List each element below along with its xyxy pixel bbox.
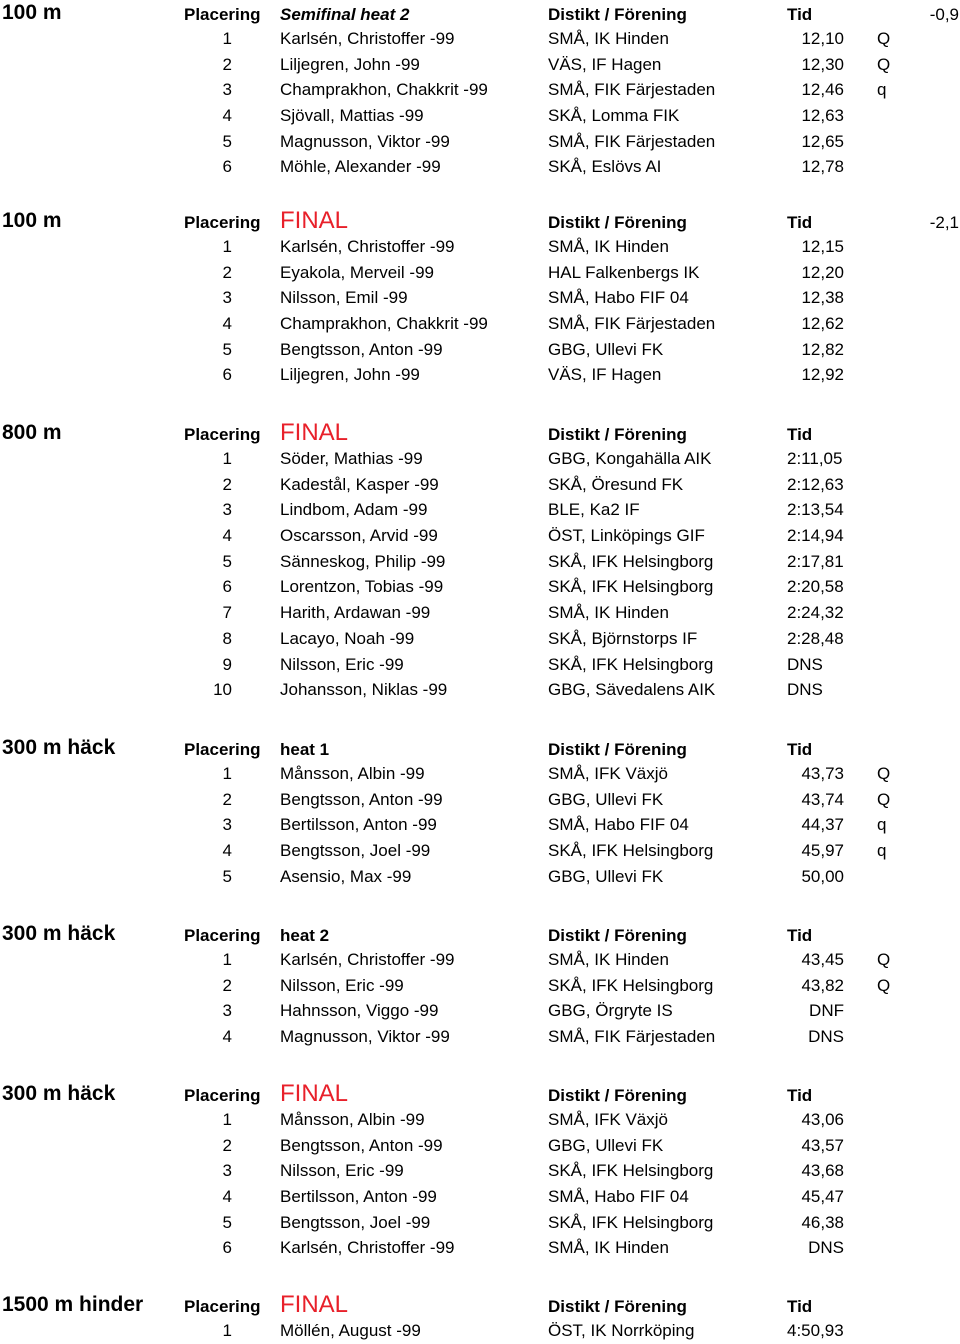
placement-number: 9 bbox=[222, 654, 232, 674]
placement-number: 2 bbox=[222, 262, 232, 282]
athlete-name: Liljegren, John -99 bbox=[280, 365, 420, 385]
wind-value: -0,9 bbox=[929, 5, 959, 24]
result-time: DNF bbox=[809, 1001, 844, 1021]
club-name: SMÅ, IK Hinden bbox=[548, 237, 669, 256]
result-row bbox=[0, 311, 960, 337]
placement-number: 1 bbox=[222, 764, 232, 783]
club-name: ÖST, IK Norrköping bbox=[548, 1321, 695, 1340]
result-time: 43,57 bbox=[801, 1135, 844, 1155]
club-name: SKÅ, Björnstorps IF bbox=[548, 628, 698, 648]
heat-label: heat 2 bbox=[280, 926, 330, 945]
club-name: SKÅ, IFK Helsingborg bbox=[548, 577, 714, 597]
qualification-mark: Q bbox=[877, 54, 891, 74]
result-row bbox=[0, 677, 960, 703]
athlete-name: Månsson, Albin -99 bbox=[280, 1110, 425, 1129]
event-title: 300 m häck bbox=[2, 922, 116, 945]
placement-number: 1 bbox=[222, 1110, 232, 1129]
result-time: 12,10 bbox=[801, 29, 844, 48]
result-row bbox=[0, 787, 960, 813]
placement-number: 6 bbox=[222, 577, 232, 597]
club-name: ÖST, Linköpings GIF bbox=[548, 526, 705, 546]
result-row bbox=[0, 260, 960, 286]
result-row bbox=[0, 998, 960, 1024]
result-time: 12,20 bbox=[801, 262, 844, 282]
result-time: 12,63 bbox=[801, 106, 844, 126]
event-section bbox=[0, 1081, 960, 1261]
result-time: 2:11,05 bbox=[787, 449, 843, 468]
placement-number: 2 bbox=[222, 1135, 232, 1155]
athlete-name: Nilsson, Eric -99 bbox=[280, 1161, 404, 1181]
athlete-name: Karlsén, Christoffer -99 bbox=[280, 950, 455, 969]
club-name: SKÅ, Lomma FIK bbox=[548, 106, 680, 126]
result-row bbox=[0, 1184, 960, 1210]
result-row bbox=[0, 523, 960, 549]
tid-header: Tid bbox=[787, 5, 813, 24]
club-name: GBG, Kongahälla AIK bbox=[548, 449, 712, 468]
placement-number: 1 bbox=[222, 237, 232, 256]
athlete-name: Liljegren, John -99 bbox=[280, 54, 420, 74]
club-name: SMÅ, Habo FIF 04 bbox=[548, 288, 689, 308]
result-time: 43,73 bbox=[801, 764, 844, 783]
result-time: 43,82 bbox=[801, 975, 844, 995]
result-row bbox=[0, 549, 960, 575]
event-section bbox=[0, 420, 960, 703]
placement-number: 2 bbox=[222, 975, 232, 995]
event-section bbox=[0, 735, 960, 889]
result-time: 12,82 bbox=[801, 339, 844, 359]
tid-header: Tid bbox=[787, 740, 813, 759]
club-name: SMÅ, IK Hinden bbox=[548, 603, 669, 623]
result-row bbox=[0, 652, 960, 678]
tid-header: Tid bbox=[787, 425, 813, 444]
club-name: SMÅ, FIK Färjestaden bbox=[548, 314, 716, 334]
result-time: 43,45 bbox=[801, 950, 844, 969]
placement-number: 10 bbox=[213, 680, 232, 700]
result-row bbox=[0, 362, 960, 388]
result-time: DNS bbox=[808, 1238, 844, 1258]
qualification-mark: q bbox=[877, 815, 887, 835]
result-time: 43,06 bbox=[801, 1110, 844, 1129]
placering-header: Placering bbox=[184, 1297, 261, 1316]
result-time: 43,68 bbox=[801, 1161, 844, 1181]
event-section bbox=[0, 208, 960, 388]
club-name: SKÅ, IFK Helsingborg bbox=[548, 975, 714, 995]
qualification-mark: Q bbox=[877, 950, 891, 969]
athlete-name: Lorentzon, Tobias -99 bbox=[280, 577, 444, 597]
placement-number: 4 bbox=[222, 314, 232, 334]
club-name: VÄS, IF Hagen bbox=[548, 365, 662, 385]
placement-number: 1 bbox=[222, 29, 232, 48]
placement-number: 4 bbox=[222, 106, 232, 126]
result-row bbox=[0, 1107, 960, 1133]
result-time: 12,62 bbox=[801, 314, 844, 334]
athlete-name: Magnusson, Viktor -99 bbox=[280, 131, 450, 151]
result-row bbox=[0, 52, 960, 78]
athlete-name: Bertilsson, Anton -99 bbox=[280, 1187, 437, 1207]
result-row bbox=[0, 154, 960, 180]
event-section bbox=[0, 921, 960, 1050]
athlete-name: Sänneskog, Philip -99 bbox=[280, 551, 446, 571]
club-name: SKÅ, Öresund FK bbox=[548, 474, 684, 494]
club-name: GBG, Ullevi FK bbox=[548, 866, 664, 886]
qualification-mark: Q bbox=[877, 975, 891, 995]
event-section bbox=[0, 0, 960, 180]
placement-number: 4 bbox=[222, 1187, 232, 1207]
distrikt-header: Distikt / Förening bbox=[548, 1086, 687, 1105]
result-row bbox=[0, 1235, 960, 1261]
section-header bbox=[0, 1081, 960, 1107]
result-row bbox=[0, 234, 960, 260]
result-row bbox=[0, 574, 960, 600]
result-time: 43,74 bbox=[801, 789, 844, 809]
club-name: GBG, Örgryte IS bbox=[548, 1001, 673, 1021]
athlete-name: Kadestål, Kasper -99 bbox=[280, 474, 439, 494]
club-name: SMÅ, IK Hinden bbox=[548, 29, 669, 48]
result-row bbox=[0, 337, 960, 363]
athlete-name: Karlsén, Christoffer -99 bbox=[280, 237, 455, 256]
placement-number: 1 bbox=[222, 950, 232, 969]
result-row bbox=[0, 1024, 960, 1050]
placering-header: Placering bbox=[184, 1086, 261, 1105]
club-name: SMÅ, FIK Färjestaden bbox=[548, 80, 716, 100]
club-name: HAL Falkenbergs IK bbox=[548, 262, 700, 282]
wind-value: -2,1 bbox=[929, 213, 959, 232]
result-row bbox=[0, 1158, 960, 1184]
athlete-name: Champrakhon, Chakkrit -99 bbox=[280, 80, 488, 100]
result-time: 50,00 bbox=[801, 866, 844, 886]
placement-number: 5 bbox=[222, 339, 232, 359]
tid-header: Tid bbox=[787, 1297, 813, 1316]
qualification-mark: q bbox=[877, 80, 887, 100]
athlete-name: Bengtsson, Joel -99 bbox=[280, 841, 431, 861]
club-name: SKÅ, IFK Helsingborg bbox=[548, 1161, 714, 1181]
result-row bbox=[0, 626, 960, 652]
athlete-name: Oscarsson, Arvid -99 bbox=[280, 526, 438, 546]
placement-number: 5 bbox=[222, 866, 232, 886]
athlete-name: Harith, Ardawan -99 bbox=[280, 603, 431, 623]
athlete-name: Asensio, Max -99 bbox=[280, 866, 412, 886]
athlete-name: Månsson, Albin -99 bbox=[280, 764, 425, 783]
club-name: SMÅ, Habo FIF 04 bbox=[548, 1187, 689, 1207]
athlete-name: Karlsén, Christoffer -99 bbox=[280, 29, 455, 48]
result-time: 2:20,58 bbox=[787, 577, 844, 597]
qualification-mark: Q bbox=[877, 764, 891, 783]
result-row bbox=[0, 1133, 960, 1159]
result-time: 12,92 bbox=[801, 365, 844, 385]
result-row bbox=[0, 285, 960, 311]
placement-number: 3 bbox=[222, 288, 232, 308]
placement-number: 4 bbox=[222, 1027, 232, 1047]
athlete-name: Johansson, Niklas -99 bbox=[280, 680, 448, 700]
distrikt-header: Distikt / Förening bbox=[548, 213, 687, 232]
club-name: SMÅ, IFK Växjö bbox=[548, 1110, 668, 1129]
athlete-name: Bengtsson, Anton -99 bbox=[280, 1135, 443, 1155]
placement-number: 3 bbox=[222, 80, 232, 100]
club-name: SMÅ, IK Hinden bbox=[548, 1238, 669, 1258]
club-name: SKÅ, IFK Helsingborg bbox=[548, 551, 714, 571]
athlete-name: Eyakola, Merveil -99 bbox=[280, 262, 435, 282]
result-row bbox=[0, 446, 960, 472]
placement-number: 3 bbox=[222, 1161, 232, 1181]
club-name: GBG, Sävedalens AIK bbox=[548, 680, 716, 700]
placement-number: 6 bbox=[222, 157, 232, 177]
result-time: DNS bbox=[787, 654, 823, 674]
placering-header: Placering bbox=[184, 740, 261, 759]
section-header bbox=[0, 0, 960, 26]
placement-number: 3 bbox=[222, 500, 232, 520]
club-name: BLE, Ka2 IF bbox=[548, 500, 640, 520]
section-header bbox=[0, 420, 960, 446]
result-row bbox=[0, 1210, 960, 1236]
result-row bbox=[0, 838, 960, 864]
result-time: DNS bbox=[808, 1027, 844, 1047]
athlete-name: Möhle, Alexander -99 bbox=[280, 157, 441, 177]
placement-number: 5 bbox=[222, 131, 232, 151]
heat-label: FINAL bbox=[280, 419, 349, 446]
club-name: SMÅ, IFK Växjö bbox=[548, 764, 668, 783]
qualification-mark: q bbox=[877, 841, 887, 861]
result-row bbox=[0, 472, 960, 498]
placering-header: Placering bbox=[184, 5, 261, 24]
athlete-name: Magnusson, Viktor -99 bbox=[280, 1027, 450, 1047]
result-time: 45,47 bbox=[801, 1187, 844, 1207]
placement-number: 7 bbox=[222, 603, 232, 623]
section-header bbox=[0, 921, 960, 947]
athlete-name: Sjövall, Mattias -99 bbox=[280, 106, 424, 126]
section-header bbox=[0, 208, 960, 234]
athlete-name: Möllén, August -99 bbox=[280, 1321, 421, 1340]
athlete-name: Champrakhon, Chakkrit -99 bbox=[280, 314, 488, 334]
result-time: 12,65 bbox=[801, 131, 844, 151]
section-header bbox=[0, 1292, 960, 1318]
result-row bbox=[0, 947, 960, 973]
result-row bbox=[0, 103, 960, 129]
placement-number: 2 bbox=[222, 54, 232, 74]
result-row bbox=[0, 600, 960, 626]
club-name: SKÅ, IFK Helsingborg bbox=[548, 654, 714, 674]
event-title: 300 m häck bbox=[2, 736, 116, 759]
placement-number: 3 bbox=[222, 1001, 232, 1021]
result-time: 2:13,54 bbox=[787, 500, 844, 520]
tid-header: Tid bbox=[787, 1086, 813, 1105]
result-row bbox=[0, 973, 960, 999]
heat-label: heat 1 bbox=[280, 740, 330, 759]
qualification-mark: Q bbox=[877, 789, 891, 809]
athlete-name: Karlsén, Christoffer -99 bbox=[280, 1238, 455, 1258]
placement-number: 1 bbox=[222, 449, 232, 468]
result-time: 12,30 bbox=[801, 54, 844, 74]
heat-label: FINAL bbox=[280, 1291, 349, 1318]
event-title: 100 m bbox=[2, 1, 62, 24]
club-name: GBG, Ullevi FK bbox=[548, 789, 664, 809]
athlete-name: Nilsson, Eric -99 bbox=[280, 654, 404, 674]
result-row bbox=[0, 864, 960, 890]
athlete-name: Hahnsson, Viggo -99 bbox=[280, 1001, 439, 1021]
event-title: 100 m bbox=[2, 209, 62, 232]
distrikt-header: Distikt / Förening bbox=[548, 425, 687, 444]
athlete-name: Bengtsson, Joel -99 bbox=[280, 1212, 431, 1232]
placement-number: 5 bbox=[222, 551, 232, 571]
club-name: SMÅ, Habo FIF 04 bbox=[548, 815, 689, 835]
club-name: SMÅ, FIK Färjestaden bbox=[548, 131, 716, 151]
placement-number: 5 bbox=[222, 1212, 232, 1232]
placering-header: Placering bbox=[184, 926, 261, 945]
result-time: DNS bbox=[787, 680, 823, 700]
event-title: 800 m bbox=[2, 421, 62, 444]
club-name: GBG, Ullevi FK bbox=[548, 339, 664, 359]
placement-number: 1 bbox=[222, 1321, 232, 1340]
placement-number: 2 bbox=[222, 474, 232, 494]
athlete-name: Bertilsson, Anton -99 bbox=[280, 815, 437, 835]
qualification-mark: Q bbox=[877, 29, 891, 48]
result-row bbox=[0, 1318, 960, 1344]
result-time: 2:24,32 bbox=[787, 603, 844, 623]
placement-number: 4 bbox=[222, 841, 232, 861]
athlete-name: Lindbom, Adam -99 bbox=[280, 500, 428, 520]
heat-label: Semifinal heat 2 bbox=[280, 5, 410, 24]
result-time: 12,38 bbox=[801, 288, 844, 308]
result-time: 12,78 bbox=[801, 157, 844, 177]
result-row bbox=[0, 26, 960, 52]
result-time: 12,46 bbox=[801, 80, 844, 100]
distrikt-header: Distikt / Förening bbox=[548, 740, 687, 759]
result-time: 45,97 bbox=[801, 841, 844, 861]
result-row bbox=[0, 497, 960, 523]
result-time: 4:50,93 bbox=[787, 1321, 844, 1340]
athlete-name: Söder, Mathias -99 bbox=[280, 449, 423, 468]
club-name: SKÅ, Eslövs AI bbox=[548, 157, 662, 177]
placement-number: 2 bbox=[222, 789, 232, 809]
event-section bbox=[0, 1292, 960, 1344]
placering-header: Placering bbox=[184, 425, 261, 444]
result-time: 12,15 bbox=[801, 237, 844, 256]
placement-number: 4 bbox=[222, 526, 232, 546]
event-title: 300 m häck bbox=[2, 1082, 116, 1105]
tid-header: Tid bbox=[787, 926, 813, 945]
result-row bbox=[0, 129, 960, 155]
athlete-name: Bengtsson, Anton -99 bbox=[280, 339, 443, 359]
distrikt-header: Distikt / Förening bbox=[548, 5, 687, 24]
athlete-name: Bengtsson, Anton -99 bbox=[280, 789, 443, 809]
result-time: 2:28,48 bbox=[787, 628, 844, 648]
distrikt-header: Distikt / Förening bbox=[548, 926, 687, 945]
club-name: SKÅ, IFK Helsingborg bbox=[548, 841, 714, 861]
result-time: 2:14,94 bbox=[787, 526, 844, 546]
tid-header: Tid bbox=[787, 213, 813, 232]
athlete-name: Nilsson, Eric -99 bbox=[280, 975, 404, 995]
result-row bbox=[0, 77, 960, 103]
placement-number: 6 bbox=[222, 365, 232, 385]
event-title: 1500 m hinder bbox=[2, 1293, 144, 1316]
club-name: VÄS, IF Hagen bbox=[548, 54, 662, 74]
result-time: 46,38 bbox=[801, 1212, 844, 1232]
placering-header: Placering bbox=[184, 213, 261, 232]
club-name: SMÅ, IK Hinden bbox=[548, 950, 669, 969]
result-time: 2:17,81 bbox=[787, 551, 844, 571]
club-name: GBG, Ullevi FK bbox=[548, 1135, 664, 1155]
result-time: 2:12,63 bbox=[787, 474, 844, 494]
placement-number: 3 bbox=[222, 815, 232, 835]
placement-number: 8 bbox=[222, 628, 232, 648]
athlete-name: Lacayo, Noah -99 bbox=[280, 628, 415, 648]
heat-label: FINAL bbox=[280, 207, 349, 234]
club-name: SKÅ, IFK Helsingborg bbox=[548, 1212, 714, 1232]
placement-number: 6 bbox=[222, 1238, 232, 1258]
result-row bbox=[0, 812, 960, 838]
heat-label: FINAL bbox=[280, 1080, 349, 1107]
distrikt-header: Distikt / Förening bbox=[548, 1297, 687, 1316]
result-time: 44,37 bbox=[801, 815, 844, 835]
section-header bbox=[0, 735, 960, 761]
result-row bbox=[0, 761, 960, 787]
athlete-name: Nilsson, Emil -99 bbox=[280, 288, 408, 308]
club-name: SMÅ, FIK Färjestaden bbox=[548, 1027, 716, 1047]
